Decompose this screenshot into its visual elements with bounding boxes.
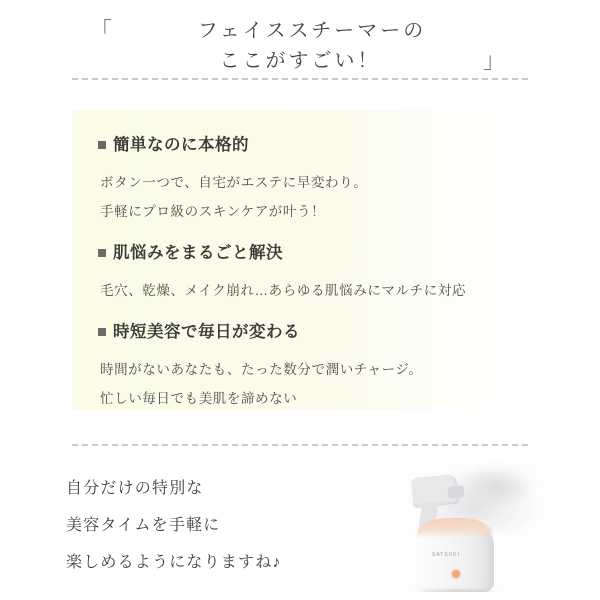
steam-plume-secondary-icon — [456, 464, 536, 508]
title-line-2-row — [0, 46, 600, 76]
page-title-line-1: フェイススチーマーの — [197, 20, 427, 42]
product-brand-label: SATSUKI — [432, 552, 461, 558]
feature-heading-3-row — [98, 319, 502, 345]
feature-body-1-line-2: 手軽にプロ級のスキンケアが叶う！ — [100, 204, 326, 219]
footer-text-block — [66, 470, 366, 581]
square-bullet-icon — [98, 328, 106, 336]
footer-line-2: 美容タイムを手軽に — [66, 517, 221, 534]
title-line-1-row — [0, 16, 600, 46]
page-footer — [0, 462, 600, 600]
square-bullet-icon — [98, 141, 106, 149]
feature-body-3-line-1: 時間がないあなたも、たった数分で潤いチャージ。 — [100, 362, 423, 377]
feature-block-2 — [98, 240, 502, 305]
feature-heading-2: 肌悩みをまるごと解決 — [113, 244, 283, 262]
feature-body-3-line-2: 忙しい毎日でも美肌を諦めない — [100, 391, 298, 406]
feature-heading-1: 簡単なのに本格的 — [113, 136, 249, 154]
features-panel — [72, 110, 528, 410]
steamer-nozzle-tip — [447, 485, 464, 499]
feature-heading-1-row — [98, 132, 502, 158]
feature-heading-2-row — [98, 240, 502, 266]
product-drop-shadow — [410, 588, 502, 592]
feature-heading-3: 時短美容で毎日が変わる — [113, 323, 300, 341]
feature-block-3 — [98, 319, 502, 413]
quote-close-mark: 」 — [482, 48, 505, 73]
footer-line-3: 楽しめるようになりますね♪ — [66, 554, 282, 571]
divider-bottom — [72, 444, 528, 446]
square-bullet-icon — [98, 249, 106, 257]
footer-line-1: 自分だけの特別な — [66, 480, 204, 497]
feature-body-2-line-1: 毛穴、乾燥、メイク崩れ…あらゆる肌悩みにマルチに対応 — [100, 283, 467, 298]
divider-top — [72, 78, 528, 80]
page-header — [0, 0, 600, 76]
page-title-line-2: ここがすごい！ — [219, 50, 381, 72]
feature-body-1-line-1: ボタン一つで、自宅がエステに早変わり。 — [100, 175, 368, 190]
product-photo-face-steamer — [390, 462, 570, 592]
feature-block-1 — [98, 132, 502, 226]
quote-open-mark: 「 — [90, 18, 113, 43]
power-indicator-icon — [452, 570, 460, 578]
